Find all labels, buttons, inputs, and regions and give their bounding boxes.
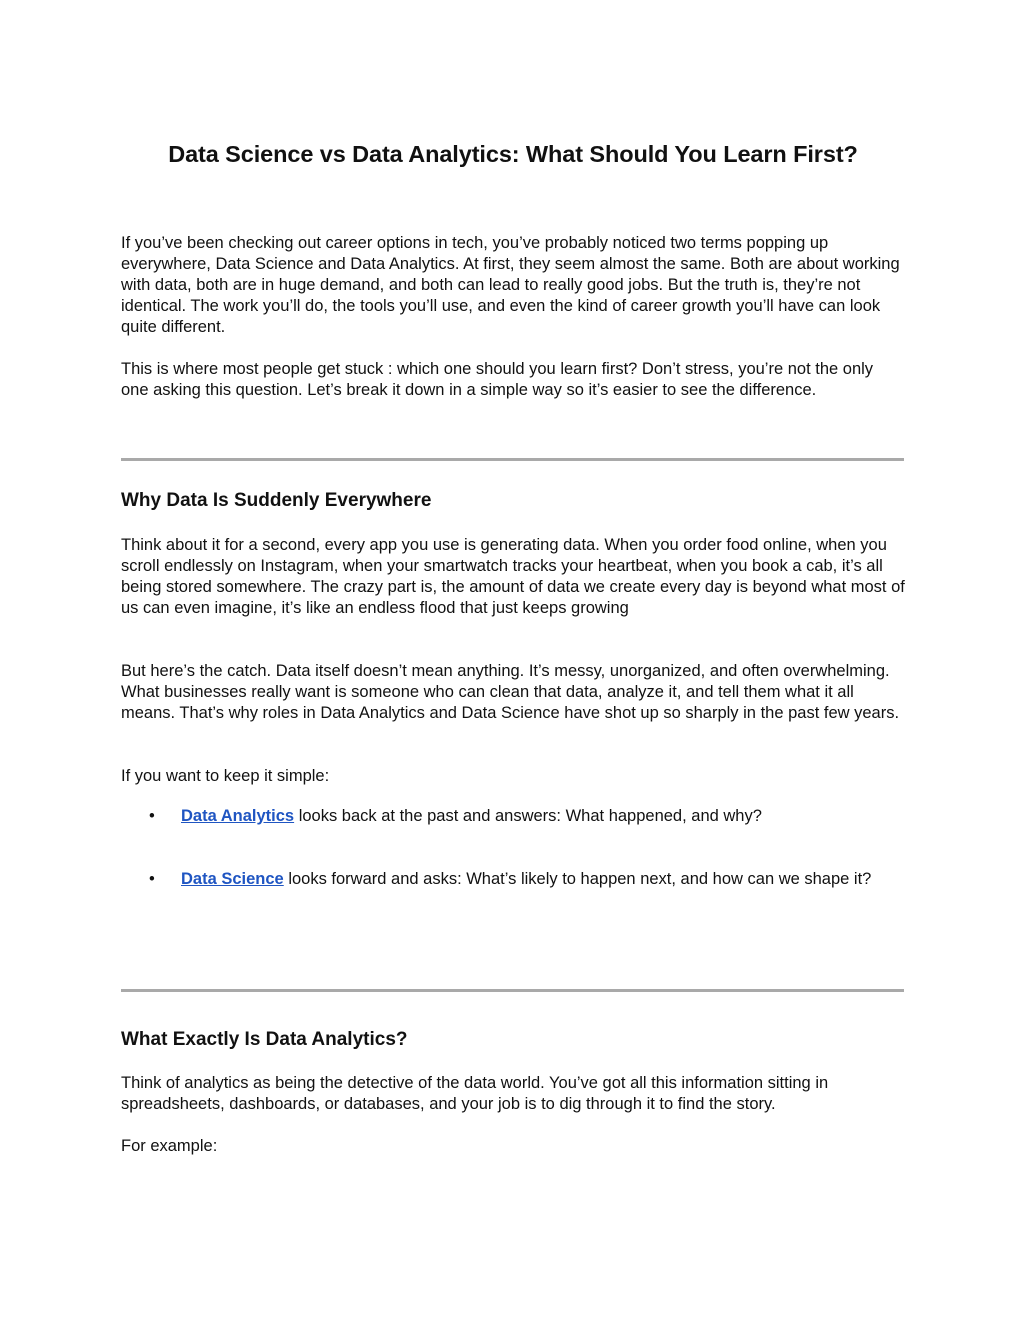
list-item-description: looks back at the past and answers: What happened, and why? [294, 807, 762, 825]
document-title: Data Science vs Data Analytics: What Should You Learn First? [168, 141, 858, 167]
section1-paragraph-3: If you want to keep it simple: [121, 767, 330, 785]
section1-paragraph-1: Think about it for a second, every app you use is generating data. When you order food online, when you scroll endlessly on Instagram, when your smartwatch tracks your heartbeat, when you book a cab, it’s all being stored somewhere. The crazy part is, the amount of data we create every day is beyond what most of us can even imagine, it’s like an endless flood that just keeps growing [121, 536, 905, 617]
list-item-description: looks forward and asks: What’s likely to happen next, and how can we shape it? [283, 870, 872, 888]
bullet-icon: • [149, 870, 155, 888]
data-analytics-link[interactable]: Data Analytics [181, 807, 295, 825]
list-item-text [181, 806, 901, 827]
section-heading-what-is-analytics: What Exactly Is Data Analytics? [121, 1029, 408, 1050]
intro-paragraph-2: This is where most people get stuck : which one should you learn first? Don’t stress, you’re not the only one asking this question. Let’s break it down in a simple way so it’s easier to see the difference. [121, 360, 874, 399]
bullet-icon: • [149, 807, 155, 825]
section-heading-why-data: Why Data Is Suddenly Everywhere [121, 490, 432, 511]
list-item-text [181, 869, 901, 890]
data-science-link[interactable]: Data Science [181, 870, 284, 888]
section-divider-1 [121, 458, 904, 461]
section-divider-2 [121, 989, 904, 992]
intro-paragraph-1: If you’ve been checking out career options in tech, you’ve probably noticed two terms popping up everywhere, Data Science and Data Analytics. At first, they seem almost the same. Both are about working with data, both are in huge demand, and both can lead to really good jobs. But the truth is, they’re not identical. The work you’ll do, the tools you’ll use, and even the kind of career growth you’ll have can look quite different. [121, 234, 900, 336]
section1-paragraph-2: But here’s the catch. Data itself doesn’t mean anything. It’s messy, unorganized, and often overwhelming. What businesses really want is someone who can clean that data, analyze it, and tell them what it all means. That’s why roles in Data Analytics and Data Science have shot up so sharply in the past few years. [121, 662, 900, 722]
section2-paragraph-2: For example: [121, 1137, 218, 1155]
section2-paragraph-1: Think of analytics as being the detective of the data world. You’ve got all this information sitting in spreadsheets, dashboards, or databases, and your job is to dig through it to find the story. [121, 1074, 829, 1113]
